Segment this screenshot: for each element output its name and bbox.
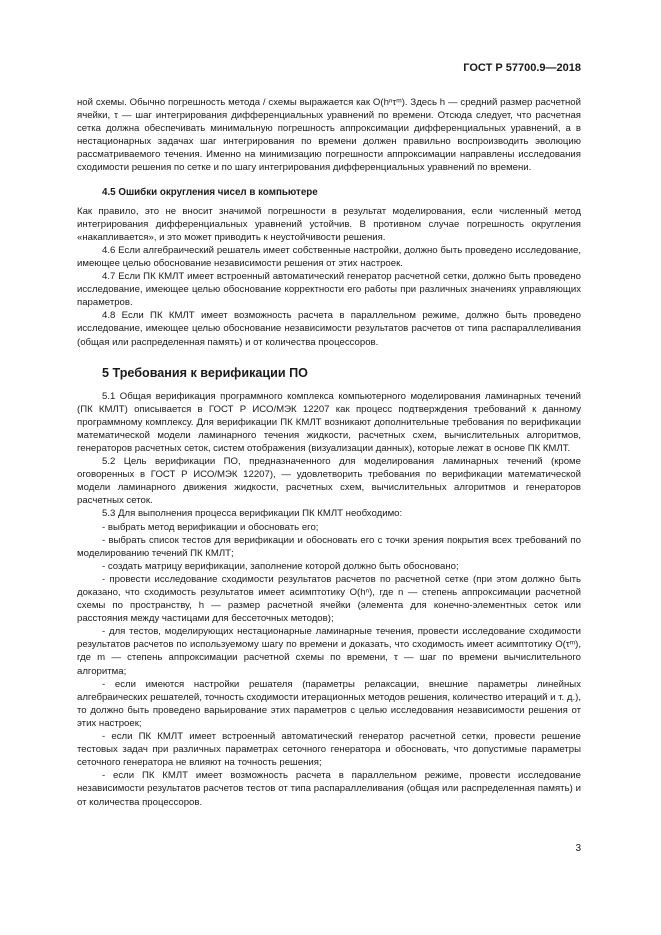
paragraph: - выбрать список тестов для верификации и обосновать его с точки зрения покрытия всех требований по моделированию течений ПК КМЛТ; <box>77 534 581 559</box>
page-number: 3 <box>575 843 581 854</box>
paragraph: 4.8 Если ПК КМЛТ имеет возможность расчета в параллельном режиме, должно быть проведено исследование, имеющее целью обоснование независимости результатов расчетов от типа распараллеливания (общая или распределенная память) и от количества процессоров. <box>77 310 581 348</box>
paragraph: Как правило, это не вносит значимой погрешности в результат моделирования, если численный метод интегрирования дифференциальных уравнений устойчив. В противном случае погрешность округления «накапливается», и это может приводить к неустойчивости решения. <box>77 205 581 243</box>
paragraph: - если ПК КМЛТ имеет возможность расчета в параллельном режиме, провести исследование независимости результатов расчетов тестов от типа распараллеливания (общая или распределенная память) и от количества процессоров. <box>77 770 581 808</box>
paragraph: - для тестов, моделирующих нестационарные ламинарные течения, провести исследование сходимости результатов расчетов по используемому шагу по времени и доказать, что сходимость имеет асимптотику O(τᵐ), где m — степень аппроксимации расчетной схемы по времени, τ — шаг по времени вычислительного алгоритма; <box>77 626 581 677</box>
document-body <box>77 96 581 809</box>
chapter-heading: 5 Требования к верификации ПО <box>102 365 308 380</box>
paragraph: - если имеются настройки решателя (параметры релаксации, внешние параметры линейных алгебраических решателей, точность сходимости итерационных методов решения, количество итераций и т. д.), то должно быть проведено варьирование этих параметров с целью исследования независимости решения от этих настроек; <box>77 678 581 729</box>
paragraph: - создать матрицу верификации, заполнение которой должно быть обосновано; <box>102 560 459 572</box>
standard-code-header: ГОСТ Р 57700.9—2018 <box>463 62 581 74</box>
paragraph: 4.7 Если ПК КМЛТ имеет встроенный автоматический генератор расчетной сетки, должно быть проведено исследование, имеющее целью обоснование корректности его работы при различных значениях управляющих параметров. <box>77 271 581 309</box>
paragraph: ной схемы. Обычно погрешность метода / схемы выражается как O(hⁿτᵐ). Здесь h — средний размер расчетной ячейки, τ — шаг интегрирования дифференциальных уравнений по времени. Отсюда следует, что расчетная сетка должна обеспечивать минимальную погрешность аппроксимации дифференциальных уравнений, а в нестационарных задачах шаг интегрирования по времени должен правильно воспроизводить эволюцию рассматриваемого течения. Именно на минимизацию погрешности аппроксимации направлены исследования сходимости решения по сетке и по шагу интегрирования дифференциальных уравнений по времени. <box>77 97 581 174</box>
paragraph: 5.2 Цель верификации ПО, предназначенного для моделирования ламинарных течений (кроме оговоренных в ГОСТ Р ИСО/МЭК 12207), — удовлетворить требования по верификации математической модели ламинарного движения жидкости, расчетных схем, вычислительных алгоритмов и генераторов расчетных сеток. <box>77 456 581 507</box>
paragraph: 5.3 Для выполнения процесса верификации ПК КМЛТ необходимо: <box>102 508 403 520</box>
paragraph: - выбрать метод верификации и обосновать его; <box>102 521 319 533</box>
paragraph: - если ПК КМЛТ имеет встроенный автоматический генератор расчетной сетки, провести решение тестовых задач при различных параметрах сеточного генератора и обосновать, что допустимые параметры сеточного генератора не влияют на точность решения; <box>77 731 581 769</box>
paragraph: 5.1 Общая верификация программного комплекса компьютерного моделирования ламинарных течений (ПК КМЛТ) описывается в ГОСТ Р ИСО/МЭК 12207 как процесс подтверждения требований к данному программному комплексу. Для верификации ПК КМЛТ возникают дополнительные требования по верификации математической модели ламинарного течения жидкости, расчетных схем, вычислительных алгоритмов, генераторов расчетных сеток, систем отображения (визуализации данных), которые лежат в основе ПК КМЛТ. <box>77 390 581 454</box>
paragraph: 4.6 Если алгебраический решатель имеет собственные настройки, должно быть проведено исследование, имеющее целью обоснование независимости решения от этих настроек. <box>77 244 581 269</box>
paragraph: - провести исследование сходимости результатов расчетов по расчетной сетке (при этом должно быть доказано, что сходимость результатов имеет асимптотику O(hⁿ), где n — степень аппроксимации расчетной схемы по пространству, h — размер расчетной ячейки (элемента для конечно-элементных сеток или расстояния между частицами для бессеточных методов); <box>77 573 581 625</box>
section-heading: 4.5 Ошибки округления чисел в компьютере <box>102 186 318 198</box>
